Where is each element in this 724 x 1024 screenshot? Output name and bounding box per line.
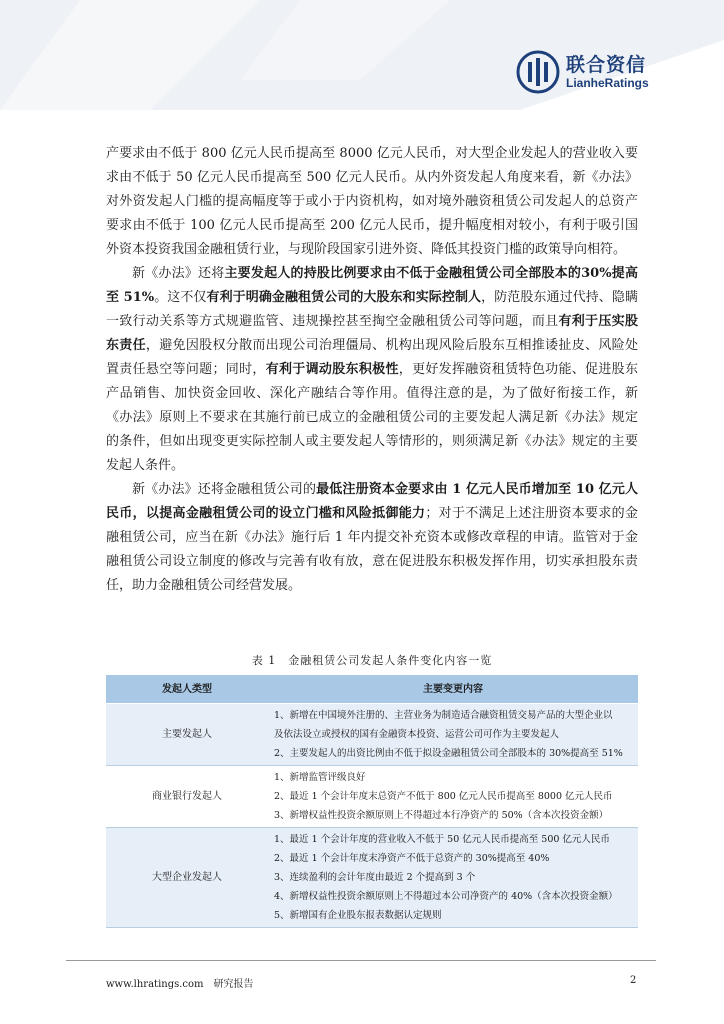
table-caption: 表 1 金融租赁公司发起人条件变化内容一览 (251, 654, 493, 667)
change-line: 2、主要发起人的出资比例由不低于拟设金融租赁公司全部股本的 30%提高至 51% (274, 748, 623, 759)
paragraph-1: 产要求由不低于 800 亿元人民币提高至 8000 亿元人民币，对大型企业发起人的营业收入要求由不低于 50 亿元人民币提高至 500 亿元人民币。从内外资发起人角度来看，新《办法》对外资发起人门槛的提高幅度等于或小于内资机构，如对境外融资租赁公司发起人的总资产要求由不低于 100 亿元人民币提高至 200 亿元人民币，提升幅度相对较小，有利于吸引国外资本投资我国金融租赁行业，与现阶段国家引进外资、降低其投资门槛的政策导向相符。 (106, 146, 638, 257)
page-number: 2 (630, 975, 637, 986)
company-logo (516, 50, 649, 94)
report-body (106, 142, 638, 598)
logo-chinese-name: 联合资信 (566, 54, 647, 76)
table-row (106, 704, 638, 766)
sponsor-type-cell: 主要发起人 (106, 704, 268, 766)
logo-english-name: LianheRatings (566, 76, 649, 90)
table-row (106, 828, 638, 928)
change-line: 4、新增权益性投资余额原则上不得超过本公司净资产的 40%（含本次投资金额） (274, 891, 618, 902)
sponsor-type-cell: 商业银行发起人 (106, 766, 268, 828)
change-line: 2、最近 1 个会计年度末总资产不低于 800 亿元人民币提高至 8000 亿元人民币 (274, 791, 613, 802)
paragraph-3: 新《办法》还将金融租赁公司的最低注册资本金要求由 1 亿元人民币增加至 10 亿元人民币，以提高金融租赁公司的设立门槛和风险抵御能力；对于不满足上述注册资本要求的金融租赁公司，应当在新《办法》施行后 1 年内提交补充资本或修改章程的申请。监管对于金融租赁公司设立制度的修改与完善有收有放，意在促进股东积极发挥作用，切实承担股东责任，助力金融租赁公司经营发展。 (106, 482, 638, 593)
change-line: 3、连续盈利的会计年度由最近 2 个提高到 3 个 (274, 872, 476, 883)
change-line: 1、最近 1 个会计年度的营业收入不低于 50 亿元人民币提高至 500 亿元人民币 (274, 834, 610, 845)
change-line: 及依法设立或授权的国有金融资本投资、运营公司可作为主要发起人 (274, 729, 560, 740)
change-line: 1、新增监管评级良好 (274, 772, 366, 783)
change-line: 3、新增权益性投资余额原则上不得超过本行净资产的 50%（含本次投资金额） (274, 810, 609, 821)
table-row (106, 766, 638, 828)
table-header-changes: 主要变更内容 (268, 675, 638, 704)
change-line: 2、最近 1 个会计年度末净资产不低于总资产的 30%提高至 40% (274, 853, 550, 864)
sponsor-conditions-table (106, 675, 638, 928)
changes-cell (268, 704, 638, 766)
change-line: 1、新增在中国境外注册的、主营业务为制造适合融资租赁交易产品的大型企业以 (274, 710, 613, 721)
lianhe-logo-icon (516, 50, 560, 94)
change-line: 5、新增国有企业股东报表数据认定规则 (274, 910, 442, 921)
paragraph-2: 新《办法》还将主要发起人的持股比例要求由不低于金融租赁公司全部股本的30%提高至 51%。这不仅有利于明确金融租赁公司的大股东和实际控制人，防范股东通过代持、隐瞒一致行动关系等方式规避监管、违规操控甚至掏空金融租赁公司等问题，而且有利于压实股东责任，避免因股权分散而出现公司治理僵局、机构出现风险后股东互相推诿扯皮、风险处置责任悬空等问题；同时，有利于调动股东积极性，更好发挥融资租赁特色功能、促进股东产品销售、加快资金回收、深化产融结合等作用。值得注意的是，为了做好衔接工作，新《办法》原则上不要求在其施行前已成立的金融租赁公司的主要发起人满足新《办法》规定的条件，但如出现变更实际控制人或主要发起人等情形的，则须满足新《办法》规定的主要发起人条件。 (106, 266, 638, 473)
table-header-type: 发起人类型 (106, 675, 268, 704)
changes-cell (268, 828, 638, 928)
changes-cell (268, 766, 638, 828)
footer-site-link[interactable]: www.lhratings.com 研究报告 (106, 979, 254, 990)
footer-divider (66, 960, 656, 961)
sponsor-type-cell: 大型企业发起人 (106, 828, 268, 928)
